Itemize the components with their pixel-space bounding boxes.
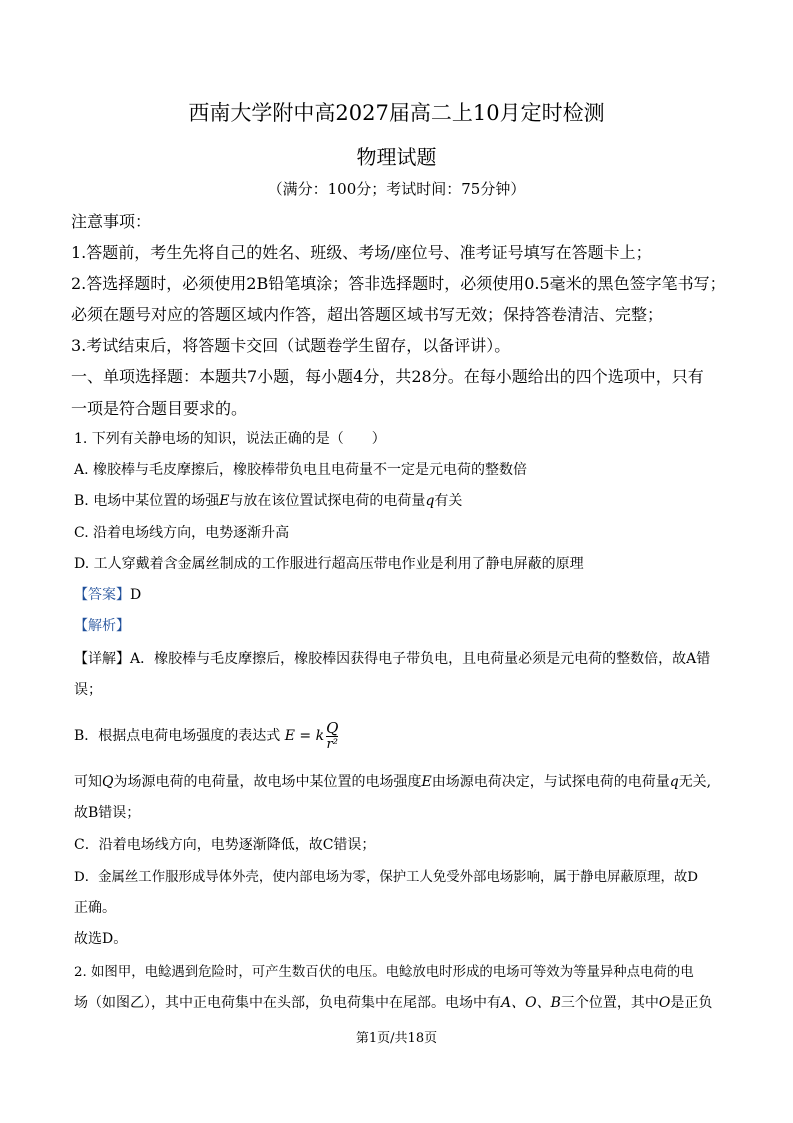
detail-b2-post: 无关,	[678, 774, 712, 790]
detail-b2-pre: 可知	[74, 774, 102, 790]
q1-option-c: C. 沿着电场线方向，电势逐渐升高	[74, 525, 290, 541]
q2-line2-pre: 场（如图乙），其中正电荷集中在头部，负电荷集中在尾部。电场中有	[74, 995, 501, 1011]
q2-line1: 2. 如图甲，电鲶遇到危险时，可产生数百伏的电压。电鲶放电时形成的电场可等效为等量异种点电荷的电	[74, 965, 694, 980]
detail-c: C．沿着电场线方向，电势逐渐降低，故C错误；	[74, 837, 376, 853]
exam-info: （满分：100分；考试时间：75分钟）	[267, 180, 526, 198]
section1-heading-line2: 一项是符合题目要求的。	[71, 399, 248, 418]
detail-b-line1	[74, 720, 338, 752]
notice-item-1: 1.答题前，考生先将自己的姓名、班级、考场/座位号、准考证号填写在答题卡上；	[71, 243, 652, 262]
notice-item-2a: 2.答选择题时，必须使用2B铅笔填涂；答非选择题时，必须使用0.5毫米的黑色签字笔书写；	[71, 274, 726, 293]
notice-item-2b: 必须在题号对应的答题区域内作答，超出答题区域书写无效；保持答卷清洁、完整；	[71, 305, 664, 324]
q1-option-b	[74, 490, 462, 510]
q1-option-d: D. 工人穿戴着含金属丝制成的工作服进行超高压带电作业是利用了静电屏蔽的原理	[74, 556, 584, 572]
notice-item-3: 3.考试结束后，将答题卡交回（试题卷学生留存，以备评讲）。	[71, 336, 511, 355]
q1-option-b-post: 有关	[434, 493, 463, 509]
q1-option-b-pre: B. 电场中某位置的场强	[74, 493, 220, 509]
q2-line2	[74, 992, 712, 1012]
symbol-q: q	[425, 493, 435, 509]
detail-d-line2: 正确。	[74, 900, 116, 916]
q2-line2-mid: 三个位置，其中	[560, 995, 659, 1011]
analysis-tag: 【解析】	[74, 618, 130, 634]
q1-stem: 1. 下列有关静电场的知识，说法正确的是（ ）	[74, 431, 386, 447]
page-footer: 第1页/共18页	[355, 1031, 438, 1046]
symbol-q-upper: Q	[102, 774, 114, 790]
symbol-q-2: q	[669, 774, 679, 790]
detail-d-line1: D．金属丝工作服形成导体外壳，使内部电场为零，保护工人免受外部电场影响，属于静电屏蔽原理，故D	[74, 870, 699, 885]
notice-heading: 注意事项：	[71, 212, 152, 231]
answer-value: D	[130, 587, 142, 603]
document-subtitle: 物理试题	[356, 145, 437, 169]
detail-b-line3: 故B错误；	[74, 805, 141, 821]
detail-b-text: B．根据点电荷电场强度的表达式	[74, 728, 281, 744]
formula-numerator: Q	[326, 719, 339, 737]
q2-points: A、O、B	[501, 995, 561, 1011]
conclusion: 故选D。	[74, 931, 128, 947]
detail-a-line1	[74, 648, 710, 668]
detail-b2-mid: 为场源电荷的电荷量，故电场中某位置的电场强度	[113, 774, 422, 790]
symbol-e: E	[219, 493, 230, 509]
detail-a-line2: 误；	[74, 682, 102, 698]
document-title: 西南大学附中高2027届高二上10月定时检测	[188, 101, 605, 125]
q1-option-b-mid: 与放在该位置试探电荷的电荷量	[229, 493, 426, 509]
formula-denominator: r²	[326, 737, 338, 752]
q1-answer	[74, 584, 141, 604]
section1-heading-line1: 一、单项选择题：本题共7小题，每小题4分，共28分。在每小题给出的四个选项中，只有	[71, 367, 704, 386]
q2-point-o: O	[658, 995, 671, 1011]
detail-b-line2	[74, 771, 711, 791]
detail-a-text: A．橡胶棒与毛皮摩擦后，橡胶棒因获得电子带负电，且电荷量必须是元电荷的整数倍，故A错	[130, 651, 711, 667]
q1-option-a: A. 橡胶棒与毛皮摩擦后，橡胶棒带负电且电荷量不一定是元电荷的整数倍	[74, 462, 528, 478]
q2-line2-post: 是正负	[670, 995, 713, 1011]
formula-fraction	[326, 720, 338, 752]
answer-tag: 【答案】	[74, 587, 130, 603]
detail-tag: 【详解】	[74, 651, 130, 667]
symbol-e-2: E	[421, 774, 432, 790]
detail-b2-mid2: 由场源电荷决定，与试探电荷的电荷量	[431, 774, 670, 790]
formula-lhs: E = k	[284, 728, 325, 744]
